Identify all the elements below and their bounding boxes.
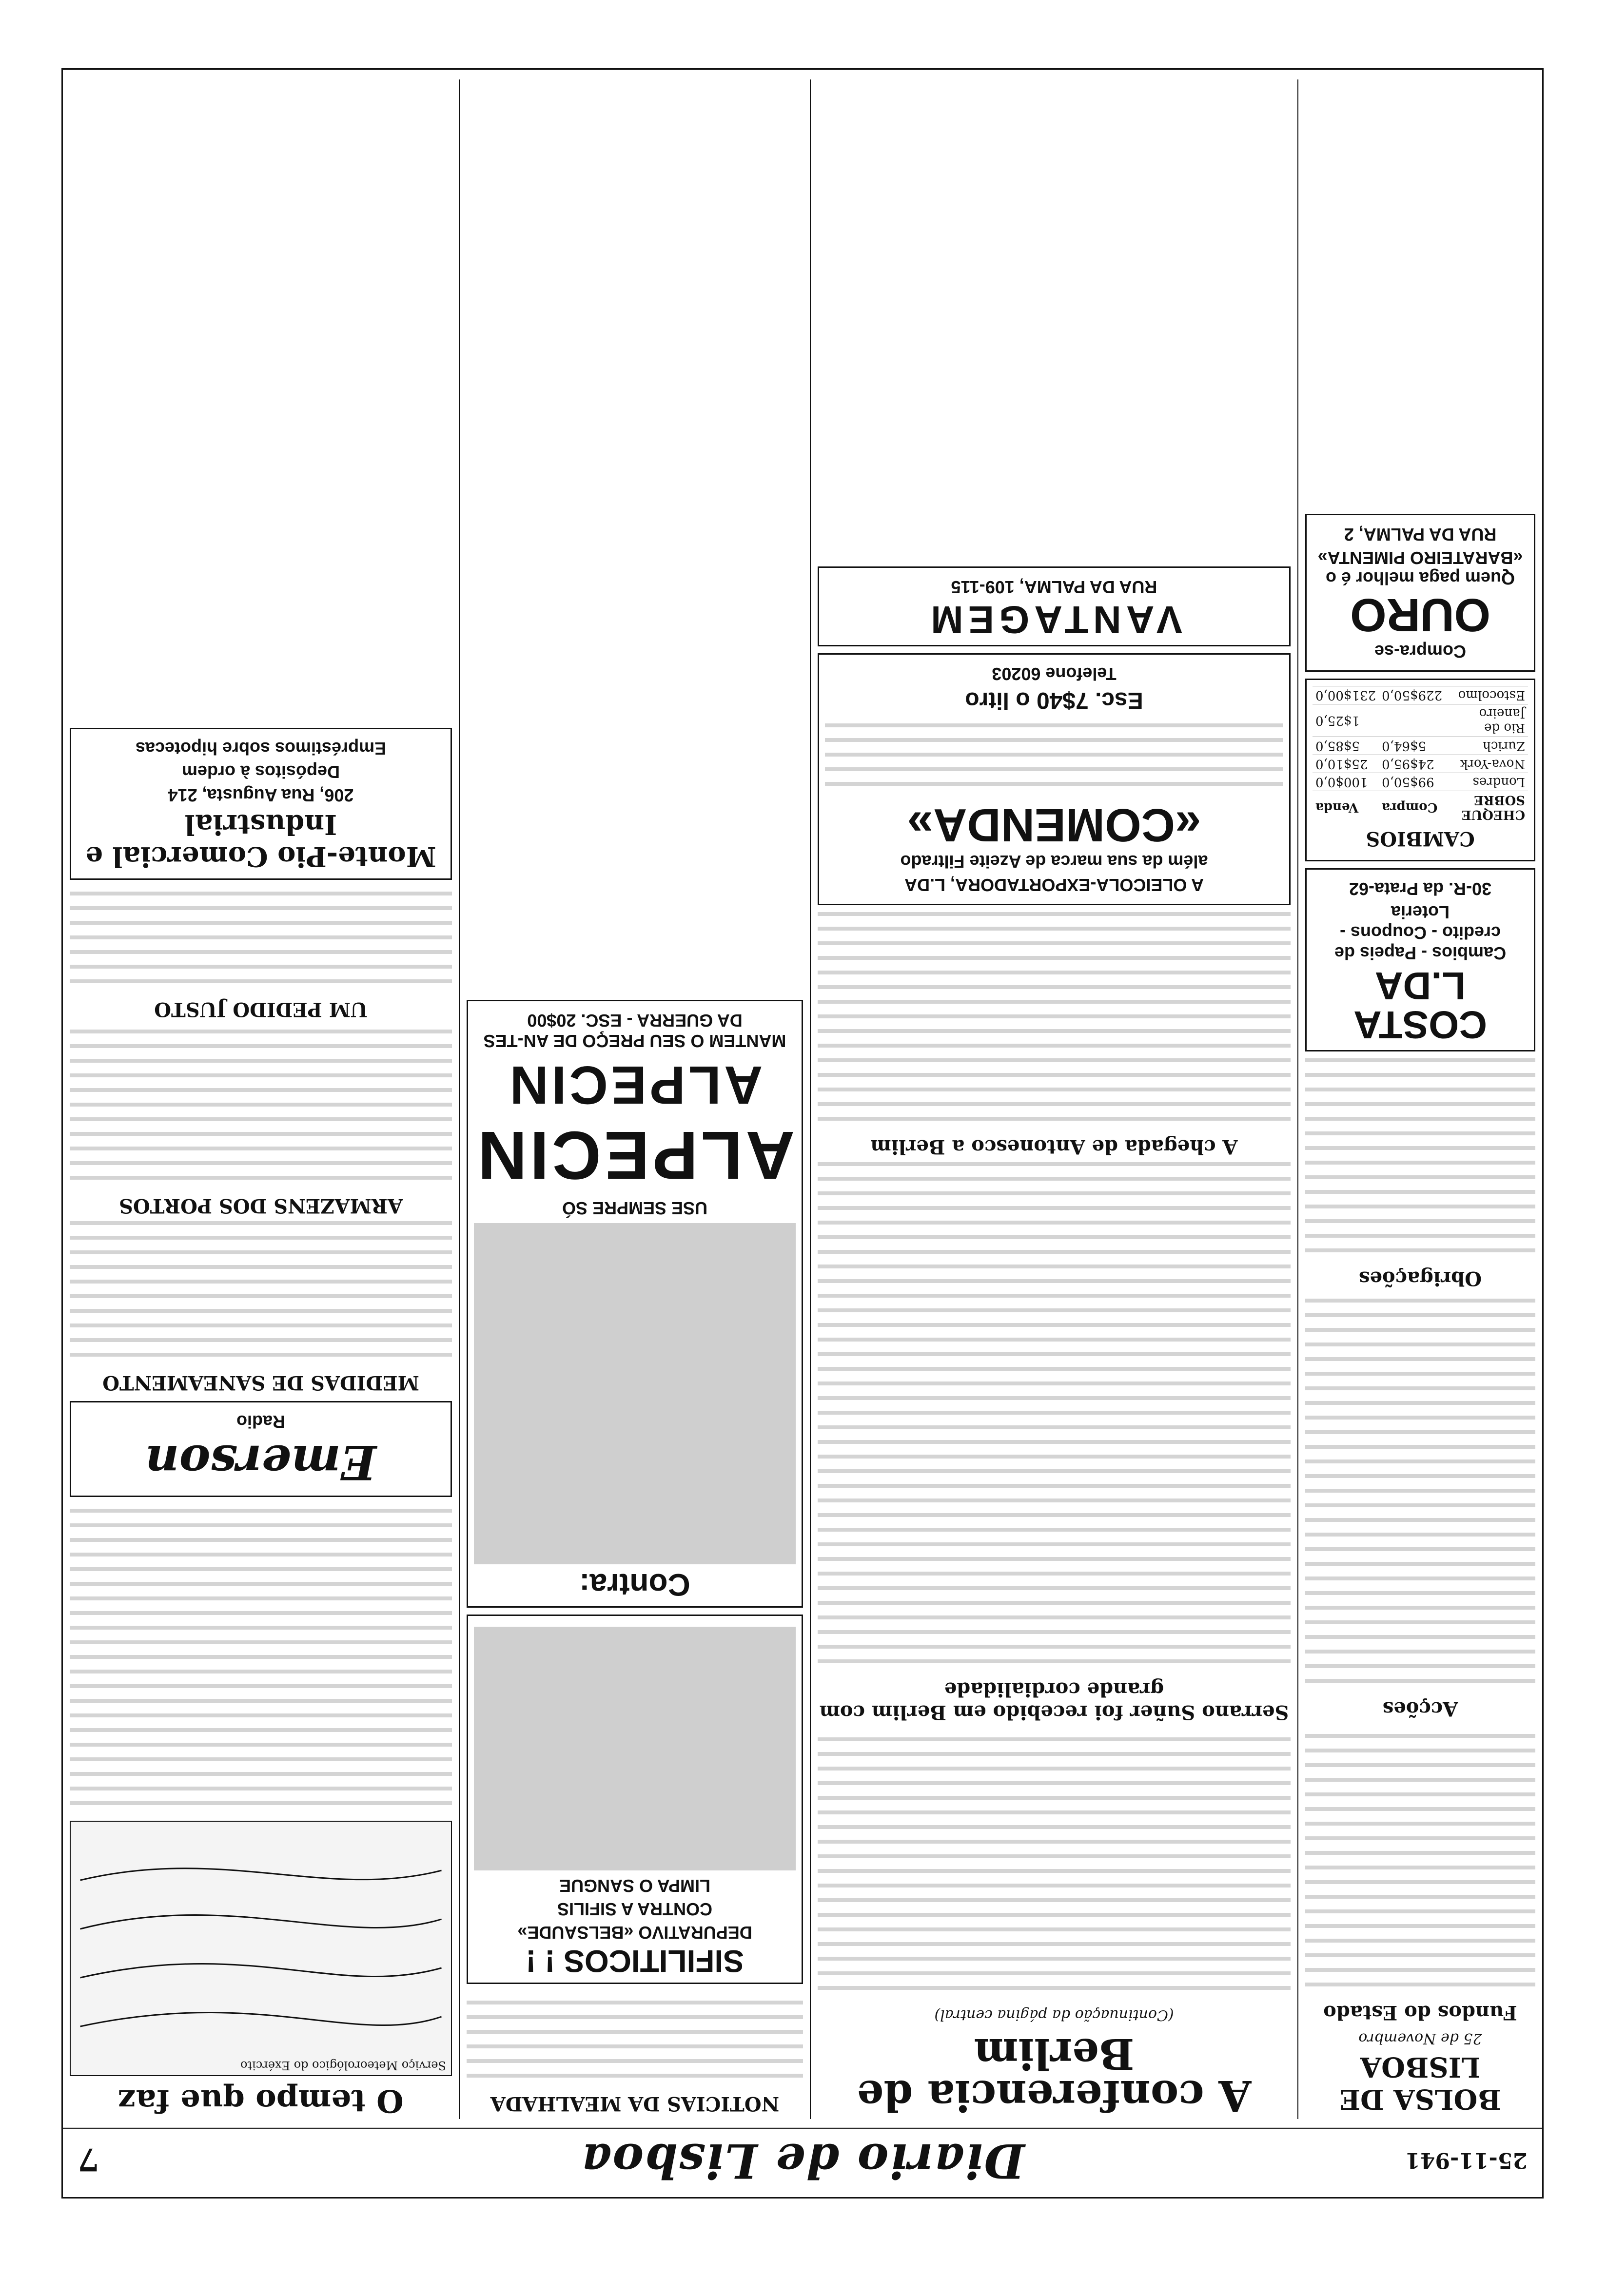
alpecin-contra: Contra: [579,1567,690,1602]
weather-headline: O tempo que faz [118,2082,404,2119]
masthead [63,2127,1542,2197]
montepio-title: Monte-Pio Comercial e Industrial [85,808,436,873]
montepio-line-1: 206, Rua Augusta, 214 [168,785,354,805]
newspaper-title: Diario de Lisboa [580,2133,1025,2188]
comenda-phone: Telefone 60203 [992,664,1117,684]
alpecin-ad [467,1000,803,1608]
table-row: Londres 99$50,0 100$0,0 [1313,773,1528,791]
page-sheet [61,68,1544,2199]
vantagem-line-1: RUA DA PALMA, 109-115 [951,577,1157,597]
conference-column [811,79,1298,2119]
sifiliticos-line-3: LIMPA O SANGUE [559,1876,711,1896]
pedido-text [70,887,452,994]
table-row: Estocolmo 229$50,0 231$00,0 [1313,686,1528,704]
table-row: Nova-York 24$95,0 25$10,0 [1313,755,1528,773]
conference-subhead-2: A chegada de Antonesco a Berlim [870,1135,1238,1158]
accoes-heading: Acções [1382,1697,1458,1720]
article-text [818,912,1291,1131]
conference-continuation: (Continuação da página central) [934,2006,1174,2024]
cambios-header: Compra [1379,791,1445,824]
bolsa-column [1298,79,1542,2119]
weather-map-label: Serviço Meteorológico do Exército [240,2059,446,2072]
costa-line-2: 30-R. da Prata-62 [1349,879,1492,899]
ouro-ad [1305,514,1535,672]
bolsa-headline: BOLSA DE LISBOA [1339,2051,1501,2115]
article-text [818,1162,1291,1674]
costa-name: COSTA L.DA [1353,964,1488,1047]
montepio-line-3: Empréstimos sobre hipotecas [135,739,387,759]
obrigacoes-heading: Obrigações [1359,1267,1482,1290]
table-row: Rio de Janeiro 1$25,0 [1313,704,1528,737]
mealhada-text [467,1991,803,2088]
pedido-headline: UM PEDIDO JUSTO [154,998,368,1021]
weather-text [70,1504,452,1816]
ouro-line-2: Quem paga melhor é o «BARATEIRO PIMENTA» [1317,548,1523,588]
montepio-line-2: Depósitos à ordem [181,762,340,782]
ouro-title: OURO [1350,589,1490,641]
costa-line-1: Cambios - Papeis de credito - Coupons - Loteria [1334,902,1507,963]
cambios-title: CAMBIOS [1366,827,1475,850]
table-row: Zurich 5$64,0 5$85,0 [1313,737,1528,755]
bolsa-date: 25 de Novembro [1358,2030,1482,2047]
ouro-line-1: Compra-se [1374,642,1467,662]
fundos-heading: Fundos do Estado [1323,2001,1517,2024]
cambios-box [1305,679,1535,861]
cambios-header: Venda [1313,791,1379,824]
vantagem-ad [818,566,1291,646]
mealhada-headline: NOTICIAS DA MEALHADA [490,2092,780,2115]
accoes-table [1305,1294,1535,1693]
sifiliticos-line-2: CONTRA A SIFILIS [557,1899,712,1919]
weather-column [63,79,460,2119]
alpecin-brand: ALPECIN [474,1117,795,1194]
comenda-price: Esc. 7$40 o litro [965,687,1143,713]
sifiliticos-line-1: DEPURATIVO «BELSAUDE» [517,1923,752,1943]
comenda-text [825,719,1283,797]
alpecin-illustration [474,1223,796,1564]
saneamento-text [70,1221,452,1367]
cambios-header: CHEQUE SOBRE [1445,791,1528,824]
armazens-headline: ARMAZENS DOS PORTOS [119,1194,403,1217]
alpecin-slogan: USE SEMPRE SÓ [562,1198,708,1218]
sifiliticos-ad [467,1615,803,1984]
sifiliticos-illustration [474,1627,796,1870]
fundos-table [1305,1724,1535,1997]
montepio-ad [70,728,452,880]
page-number: 7 [78,2141,99,2178]
vantagem-title: VANTAGEM [926,598,1182,642]
sifiliticos-title: SIFILITICOS ! ! [526,1944,744,1979]
article-text [818,1728,1291,2001]
obrigacoes-table [1305,1058,1535,1263]
emerson-brand: Emerson [145,1435,377,1490]
emerson-ad [70,1401,452,1497]
ouro-line-3: RUA DA PALMA, 2 [1344,525,1497,545]
conference-headline: A conferencia de Berlim [857,2029,1252,2120]
saneamento-headline: MEDIDAS DE SANEAMENTO [102,1371,419,1394]
comenda-maker: A OLEICOLA-EXPORTADORA, L.DA [904,875,1204,895]
middle-column [460,79,811,2119]
isobar-lines [71,1822,451,2075]
cambios-table [1313,686,1528,823]
comenda-line-1: além da sua marca de Azeite Filtrado [900,852,1208,872]
costa-ad [1305,868,1535,1051]
armazens-text [70,1025,452,1190]
alpecin-brand-2: ALPECIN [507,1055,763,1115]
comenda-title: «COMENDA» [907,799,1201,851]
conference-subhead-1: Serrano Suñer foi recebido em Berlim com grande cordialidade [819,1678,1289,1724]
comenda-ad [818,653,1291,905]
issue-date: 25-11-941 [1405,2148,1528,2173]
alpecin-price: MANTEM O SEU PREÇO DE AN-TES DA GUERRA - ESC. 20$00 [483,1011,786,1051]
weather-map [70,1821,452,2076]
emerson-line-1: Radio [236,1412,286,1432]
